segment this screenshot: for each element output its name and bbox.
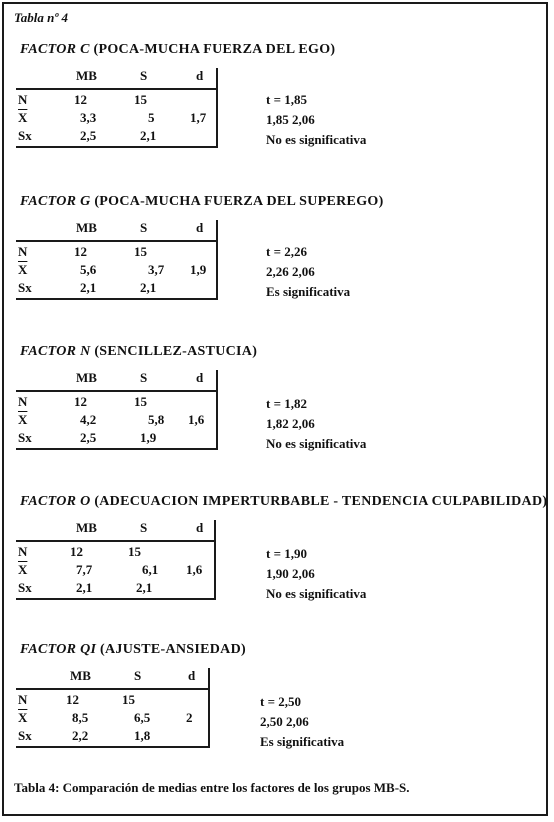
cell: 7,7 [76,562,93,577]
cell: 1,9 [190,262,207,277]
factor-description: (AJUSTE-ANSIEDAD) [100,642,246,657]
cell: 15 [134,244,147,259]
cell: 2,2 [72,728,89,743]
col-header-mb: MB [76,370,97,385]
cell: 12 [74,394,87,409]
col-header-mb: MB [76,220,97,235]
col-header-d: d [188,668,196,683]
table-vertical-rule [214,520,216,600]
table-rule-bottom [16,146,216,148]
table-caption: Tabla 4: Comparación de medias entre los factores de los grupos MB-S. [14,780,410,795]
col-header-mb: MB [70,668,91,683]
factor-section [0,194,554,344]
col-header-d: d [196,370,204,385]
row-label-sx: Sx [18,580,32,595]
row-label-n: N [18,244,28,259]
cell: 3,3 [80,110,97,125]
factor-section [0,42,554,192]
cell: 15 [128,544,141,559]
cell: 5,8 [148,412,165,427]
table-vertical-rule [216,370,218,450]
cell: 12 [74,92,87,107]
t-value: t = 1,85 [266,92,307,107]
factor-title [20,344,257,360]
factor-section [0,642,554,792]
factor-name: FACTOR O [20,494,91,509]
row-label-x: $\overline{X}$ [18,110,28,125]
factor-title [20,494,547,510]
col-header-s: S [140,220,148,235]
critical-values: 2,26 2,06 [266,264,315,279]
table-rule-bottom [16,598,216,600]
row-label-sx: Sx [18,280,32,295]
cell: 2,5 [80,128,97,143]
cell: 15 [134,92,147,107]
table-rule-top [16,390,216,392]
cell: 3,7 [148,262,165,277]
cell: 1,6 [188,412,205,427]
cell: 2,5 [80,430,97,445]
table-rule-top [16,240,216,242]
significance-result: Es significativa [266,284,351,299]
cell: 12 [74,244,87,259]
factor-name: FACTOR G [20,194,91,209]
col-header-mb: MB [76,520,97,535]
t-value: t = 1,82 [266,396,307,411]
table-rule-bottom [16,746,210,748]
cell: 2,1 [80,280,97,295]
factor-name: FACTOR N [20,344,91,359]
significance-result: No es significativa [266,586,367,601]
cell: 1,8 [134,728,151,743]
significance-result: No es significativa [266,436,367,451]
factor-section [0,344,554,494]
cell: 2,1 [76,580,93,595]
row-label-x: $\overline{X}$ [18,562,28,577]
t-value: t = 1,90 [266,546,307,561]
cell: 5,6 [80,262,97,277]
cell: 12 [70,544,83,559]
row-label-n: N [18,544,28,559]
col-header-d: d [196,520,204,535]
col-header-d: d [196,68,204,83]
cell: 5 [148,110,155,125]
cell: 15 [134,394,147,409]
cell: 1,6 [186,562,203,577]
cell: 12 [66,692,79,707]
factor-name: FACTOR C [20,42,90,57]
table-vertical-rule [208,668,210,748]
factor-title [20,642,246,658]
table-number-caption: Tabla nº 4 [14,10,68,25]
col-header-d: d [196,220,204,235]
significance-result: Es significativa [260,734,345,749]
factor-description: (POCA-MUCHA FUERZA DEL EGO) [93,42,336,57]
col-header-s: S [140,68,148,83]
factor-title [20,42,335,58]
row-label-n: N [18,394,28,409]
col-header-mb: MB [76,68,97,83]
cell: 1,7 [190,110,207,125]
cell: 2 [186,710,193,725]
factor-title [20,194,384,210]
table-vertical-rule [216,68,218,148]
significance-result: No es significativa [266,132,367,147]
t-value: t = 2,50 [260,694,301,709]
row-label-sx: Sx [18,128,32,143]
critical-values: 2,50 2,06 [260,714,309,729]
row-label-x: $\overline{X}$ [18,262,28,277]
cell: 6,1 [142,562,159,577]
row-label-x: $\overline{X}$ [18,412,28,427]
table-rule-bottom [16,448,216,450]
factor-name: FACTOR QI [20,642,97,657]
cell: 2,1 [140,280,157,295]
table-rule-bottom [16,298,216,300]
cell: 2,1 [140,128,157,143]
table-rule-top [16,688,210,690]
critical-values: 1,82 2,06 [266,416,315,431]
row-label-sx: Sx [18,728,32,743]
cell: 1,9 [140,430,157,445]
critical-values: 1,90 2,06 [266,566,315,581]
cell: 4,2 [80,412,97,427]
critical-values: 1,85 2,06 [266,112,315,127]
factor-description: (POCA-MUCHA FUERZA DEL SUPEREGO) [94,194,384,209]
table-vertical-rule [216,220,218,300]
row-label-n: N [18,92,28,107]
factor-section [0,494,554,644]
cell: 8,5 [72,710,89,725]
factor-description: (SENCILLEZ-ASTUCIA) [94,344,258,359]
row-label-sx: Sx [18,430,32,445]
table-rule-top [16,88,216,90]
row-label-n: N [18,692,28,707]
col-header-s: S [140,370,148,385]
cell: 2,1 [136,580,153,595]
col-header-s: S [134,668,142,683]
col-header-s: S [140,520,148,535]
table-rule-top [16,540,216,542]
factor-description: (ADECUACION IMPERTURBABLE - TENDENCIA CULPABILIDAD) [94,494,548,509]
row-label-x: $\overline{X}$ [18,710,28,725]
cell: 6,5 [134,710,151,725]
cell: 15 [122,692,135,707]
t-value: t = 2,26 [266,244,307,259]
